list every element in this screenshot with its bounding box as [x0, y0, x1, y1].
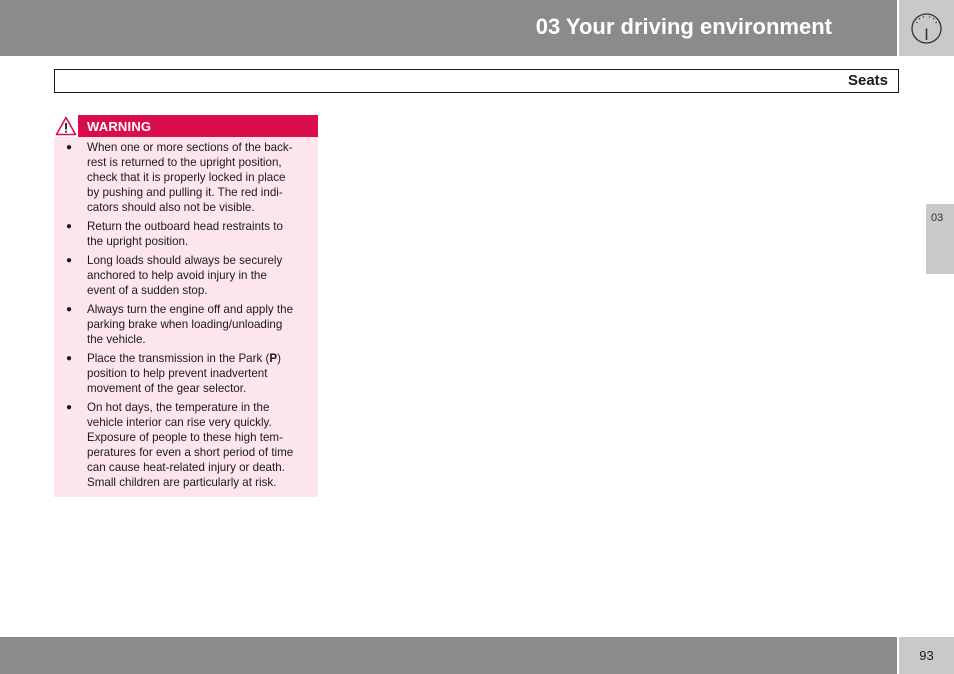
chapter-title: 03 Your driving environment	[535, 14, 832, 39]
warning-triangle-icon	[55, 116, 77, 136]
warning-item	[54, 220, 318, 250]
page-number: 93	[919, 648, 934, 663]
warning-line: position to help prevent inadvertent	[87, 366, 268, 380]
section-title: Seats	[847, 72, 888, 89]
header-icon-box	[899, 0, 954, 56]
warning-item	[54, 141, 318, 216]
warning-line: the vehicle.	[87, 332, 146, 346]
section-heading-box	[54, 69, 899, 93]
warning-line: Exposure of people to these high tem-	[87, 430, 283, 444]
warning-line: Return the outboard head restraints to	[87, 219, 283, 233]
warning-item	[54, 352, 318, 397]
warning-line: cators should also not be visible.	[87, 200, 255, 214]
page-number-box	[899, 637, 954, 674]
side-tab-label: 03	[931, 212, 944, 224]
warning-line: vehicle interior can rise very quickly.	[87, 415, 272, 429]
warning-box	[54, 115, 318, 497]
bullet-icon: ●	[66, 220, 73, 232]
warning-line: Small children are particularly at risk.	[87, 475, 277, 489]
warning-line: by pushing and pulling it. The red indi-	[87, 185, 283, 199]
header-bar	[0, 0, 897, 56]
warning-item	[54, 303, 318, 348]
warning-line: Place the transmission in the Park (	[87, 351, 270, 365]
warning-line: can cause heat-related injury or death.	[87, 460, 285, 474]
warning-header	[54, 115, 318, 137]
bullet-icon: ●	[66, 303, 73, 315]
bullet-icon: ●	[66, 254, 73, 266]
warning-line: peratures for even a short period of time	[87, 445, 294, 459]
warning-item	[54, 401, 318, 490]
chapter-side-tab	[926, 204, 954, 274]
bullet-icon: ●	[66, 352, 73, 364]
warning-line: parking brake when loading/unloading	[87, 317, 283, 331]
warning-line: anchored to help avoid injury in the	[87, 268, 267, 282]
footer-bar	[0, 637, 897, 674]
bullet-icon: ●	[66, 142, 73, 153]
warning-line: )	[277, 351, 281, 365]
warning-title: WARNING	[87, 119, 152, 134]
warning-line: Long loads should always be securely	[87, 253, 283, 267]
warning-line: check that it is properly locked in place	[87, 170, 286, 184]
speedometer-icon	[910, 12, 943, 45]
warning-line: movement of the gear selector.	[87, 381, 247, 395]
warning-line: On hot days, the temperature in the	[87, 400, 270, 414]
warning-line: the upright position.	[87, 234, 189, 248]
warning-line: When one or more sections of the back-	[87, 141, 293, 154]
warning-line: Always turn the engine off and apply the	[87, 302, 294, 316]
warning-item	[54, 254, 318, 299]
warning-line: rest is returned to the upright position,	[87, 155, 282, 169]
warning-list	[54, 141, 318, 495]
park-position-label: P	[269, 351, 278, 365]
bullet-icon: ●	[66, 401, 73, 413]
warning-icon-cell	[54, 115, 78, 137]
warning-line: event of a sudden stop.	[87, 283, 208, 297]
